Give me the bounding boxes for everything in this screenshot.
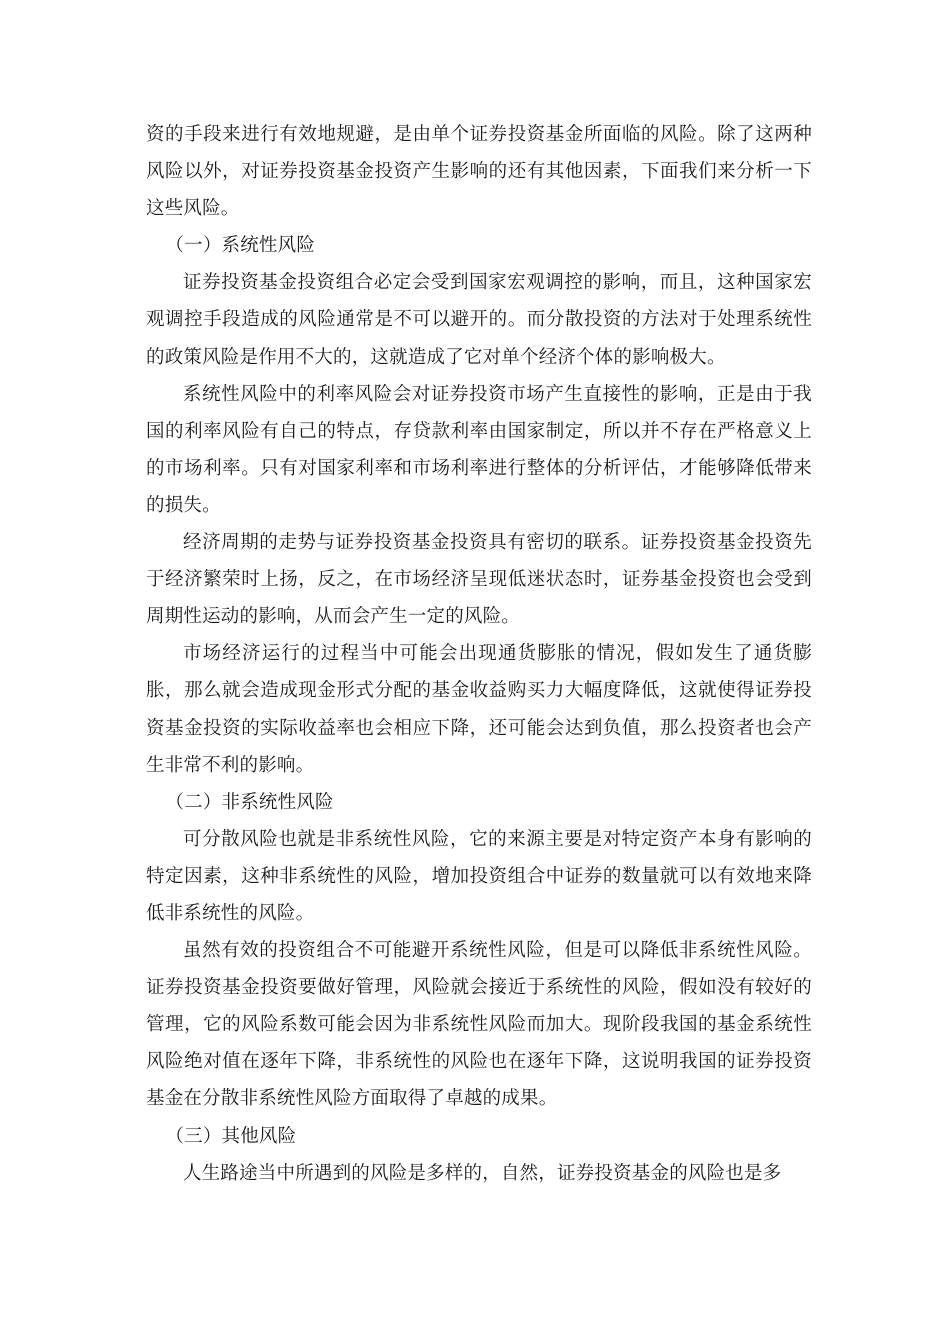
paragraph: 市场经济运行的过程当中可能会出现通货膨胀的情况，假如发生了通货膨胀，那么就会造成现金形式分配的基金收益购买力大幅度降低，这就使得证券投资基金投资的实际收益率也会相应下降，还可能会达到负值，那么投资者也会产生非常不利的影响。 <box>146 643 812 776</box>
paragraph: 虽然有效的投资组合不可能避开系统性风险，但是可以降低非系统性风险。证券投资基金投资要做好管理，风险就会接近于系统性的风险，假如没有较好的管理，它的风险系数可能会因为非系统性风险而加大。现阶段我国的基金系统性风险绝对值在逐年下降，非系统性的风险也在逐年下降，这说明我国的证券投资基金在分散非系统性风险方面取得了卓越的成果。 <box>146 940 812 1110</box>
paragraph: 证券投资基金投资组合必定会受到国家宏观调控的影响，而且，这种国家宏观调控手段造成的风险通常是不可以避开的。而分散投资的方法对于处理系统性的政策风险是作用不大的，这就造成了它对单个经济个体的影响极大。 <box>146 272 812 368</box>
paragraph: 系统性风险中的利率风险会对证券投资市场产生直接性的影响，正是由于我国的利率风险有自己的特点，存贷款利率由国家制定，所以并不存在严格意义上的市场利率。只有对国家利率和市场利率进行整体的分析评估，才能够降低带来的损失。 <box>146 383 812 516</box>
document-body <box>146 116 812 1192</box>
section-heading-other-risks: （三）其他风险 <box>165 1125 297 1147</box>
section-heading-unsystematic-risk: （二）非系统性风险 <box>165 791 334 813</box>
paragraph: 可分散风险也就是非系统性风险，它的来源主要是对特定资产本身有影响的特定因素，这种非系统性的风险，增加投资组合中证券的数量就可以有效地来降低非系统性的风险。 <box>146 828 812 924</box>
paragraph: 经济周期的走势与证券投资基金投资具有密切的联系。证券投资基金投资先于经济繁荣时上扬，反之，在市场经济呈现低迷状态时，证券基金投资也会受到周期性运动的影响，从而会产生一定的风险。 <box>146 532 812 628</box>
paragraph: 人生路途当中所遇到的风险是多样的，自然，证券投资基金的风险也是多 <box>183 1162 782 1184</box>
section-heading-systematic-risk: （一）系统性风险 <box>165 235 316 257</box>
paragraph-continuation: 资的手段来进行有效地规避，是由单个证券投资基金所面临的风险。除了这两种风险以外，对证券投资基金投资产生影响的还有其他因素，下面我们来分析一下这些风险。 <box>146 124 812 220</box>
